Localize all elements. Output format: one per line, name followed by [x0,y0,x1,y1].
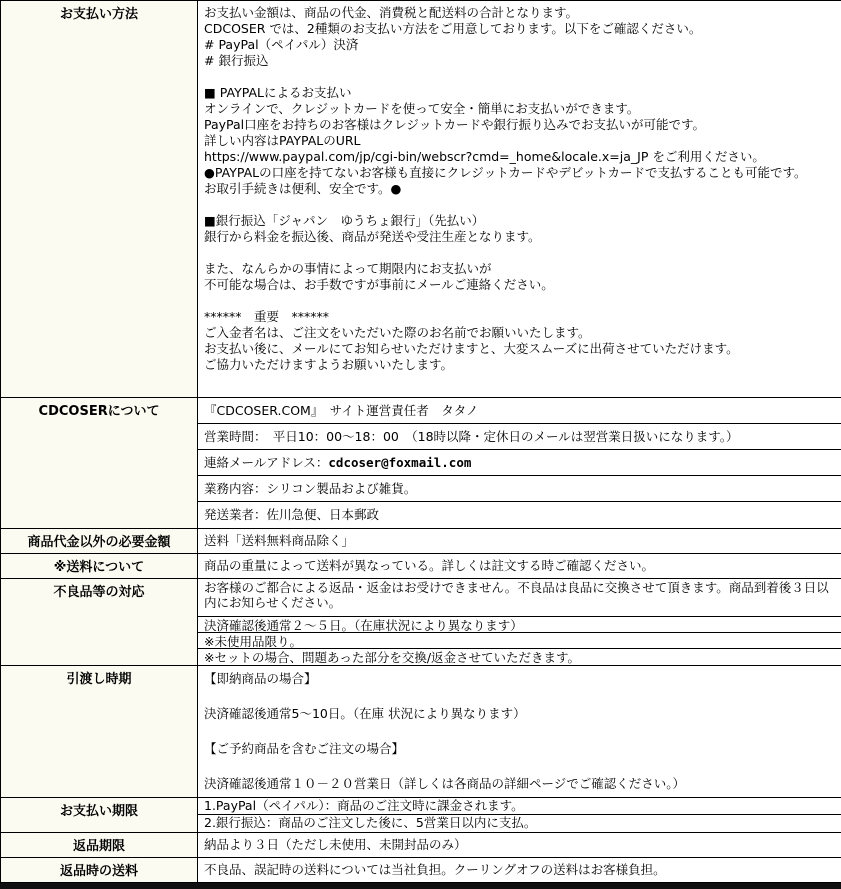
row-defective-items [1,579,841,666]
row-payment-method [1,1,841,398]
row-delivery-time [1,666,841,798]
row-label-payment-deadline: お支払い期限 [1,797,198,832]
blank-line [204,688,835,706]
contact-email-line [198,450,841,476]
row-label-about-cdcoser: CDCOSERについて [1,398,198,529]
row-return-deadline [1,832,841,857]
contact-email-address: cdcoser@foxmail.com [328,455,471,470]
text-line: PayPal口座をお持ちのお客様はクレジットカードや銀行振り込みでお支払いが可能です。 [204,117,835,133]
text-line: ■銀行振込「ジャパン ゆうちょ銀行」（先払い） [204,213,835,229]
row-extra-fees [1,529,841,554]
contact-email-label: 連絡メールアドレス： [204,455,328,470]
row-label-return-shipping: 返品時の送料 [1,857,198,882]
text-line: 送料「送料無料商品除く」 [204,533,835,549]
blank-line [204,723,835,741]
text-line: ご協力いただけますようお願いいたします。 [204,357,835,373]
text-line: 【ご予約商品を含むご注文の場合】 [204,740,835,758]
blank-line [204,69,835,85]
paypal-deadline-line: 1.PayPal（ペイパル）：商品のご注文時に課金されます。 [198,798,841,815]
text-line: # 銀行振込 [204,53,835,69]
text-line: 不可能な場合は、お手数ですが事前にメールご連絡ください。 [204,277,835,293]
row-label-shipping-note: ※送料について [1,554,198,579]
payment-method-content [198,1,841,398]
row-label-payment-method: お支払い方法 [1,1,198,398]
row-payment-deadline [1,797,841,832]
defective-timing-line: 決済確認後通常２～５日。（在庫状況により異なります） [198,617,841,633]
row-return-shipping [1,857,841,882]
paypal-url-line: https://www.paypal.com/jp/cgi-bin/webscr?cmd=_home&locale.x=ja_JP をご利用ください。 [204,149,835,165]
text-line: 納品より３日（ただし未使用、未開封品のみ） [204,837,835,853]
return-deadline-content [198,832,841,857]
text-line: オンラインで、クレジットカードを使って安全・簡単にお支払いができます。 [204,101,835,117]
text-line: お取引手続きは便利、安全です。● [204,181,835,197]
delivery-time-content [198,666,841,798]
defective-policy-line: お客様のご都合による返品・返金はお受けできません。不良品は良品に交換させて頂きます。商品到着後３日以内にお知らせください。 [198,579,841,617]
text-line: また、なんらかの事情によって期限内にお支払いが [204,261,835,277]
text-line: ●PAYPALの口座を持てないお客様も直接にクレジットカードやデビットカードで支払することも可能です。 [204,165,835,181]
text-line: CDCOSER では、2種類のお支払い方法をご用意しております。以下をご確認ください。 [204,21,835,37]
bank-deadline-line: 2.銀行振込：商品のご注文した後に、5営業日以内に支払。 [198,815,841,832]
important-heading: ****** 重要 ****** [204,309,835,325]
about-cdcoser-content [198,398,841,529]
business-hours-line: 営業時間： 平日10：00～18：00 （18時以降・定休日のメールは翌営業日扱いになります。） [198,424,841,450]
bottom-dark-bar [0,883,841,889]
blank-line [204,197,835,213]
text-line: 【即納商品の場合】 [204,670,835,688]
text-line: 詳しい内容はPAYPALのURL [204,133,835,149]
text-line: # PayPal（ペイパル）決済 [204,37,835,53]
row-label-extra-fees: 商品代金以外の必要金額 [1,529,198,554]
defective-unused-line: ※未使用品限り。 [198,633,841,649]
shipping-note-content [198,554,841,579]
payment-deadline-content [198,797,841,832]
text-line: 銀行から料金を振込後、商品が発送や受注生産となります。 [204,229,835,245]
text-line: ご入金者名は、ご注文をいただいた際のお名前でお願いいたします。 [204,325,835,341]
text-line: 不良品、誤記時の送料については当社負担。クーリングオフの送料はお客様負担。 [204,862,835,878]
blank-line [204,758,835,776]
text-line: お支払い後に、メールにてお知らせいただけますと、大変スムーズに出荷させていただけます。 [204,341,835,357]
row-shipping-note [1,554,841,579]
row-label-return-deadline: 返品期限 [1,832,198,857]
business-description-line: 業務内容：シリコン製品および雑貨。 [198,476,841,502]
shipping-carrier-line: 発送業者：佐川急便、日本郵政 [198,502,841,528]
defective-set-line: ※セットの場合、問題あった部分を交換/返金させていただきます。 [198,649,841,665]
row-label-delivery-time: 引渡し時期 [1,666,198,798]
text-line: 決済確認後通常5～10日。（在庫 状況により異なります） [204,705,835,723]
blank-line [204,245,835,261]
row-label-defective-items: 不良品等の対応 [1,579,198,666]
text-line: ■ PAYPALによるお支払い [204,85,835,101]
defective-items-content [198,579,841,666]
site-owner-line: 『CDCOSER.COM』 サイト運営責任者 タタノ [198,398,841,424]
row-about-cdcoser [1,398,841,529]
return-shipping-content [198,857,841,882]
extra-fees-content [198,529,841,554]
text-line: お支払い金額は、商品の代金、消費税と配送料の合計となります。 [204,5,835,21]
text-line: 商品の重量によって送料が異なっている。詳しくは註文する時ご確認ください。 [204,558,835,574]
blank-line [204,293,835,309]
text-line: 決済確認後通常１０－２０営業日（詳しくは各商品の詳細ページでご確認ください。） [204,775,835,793]
